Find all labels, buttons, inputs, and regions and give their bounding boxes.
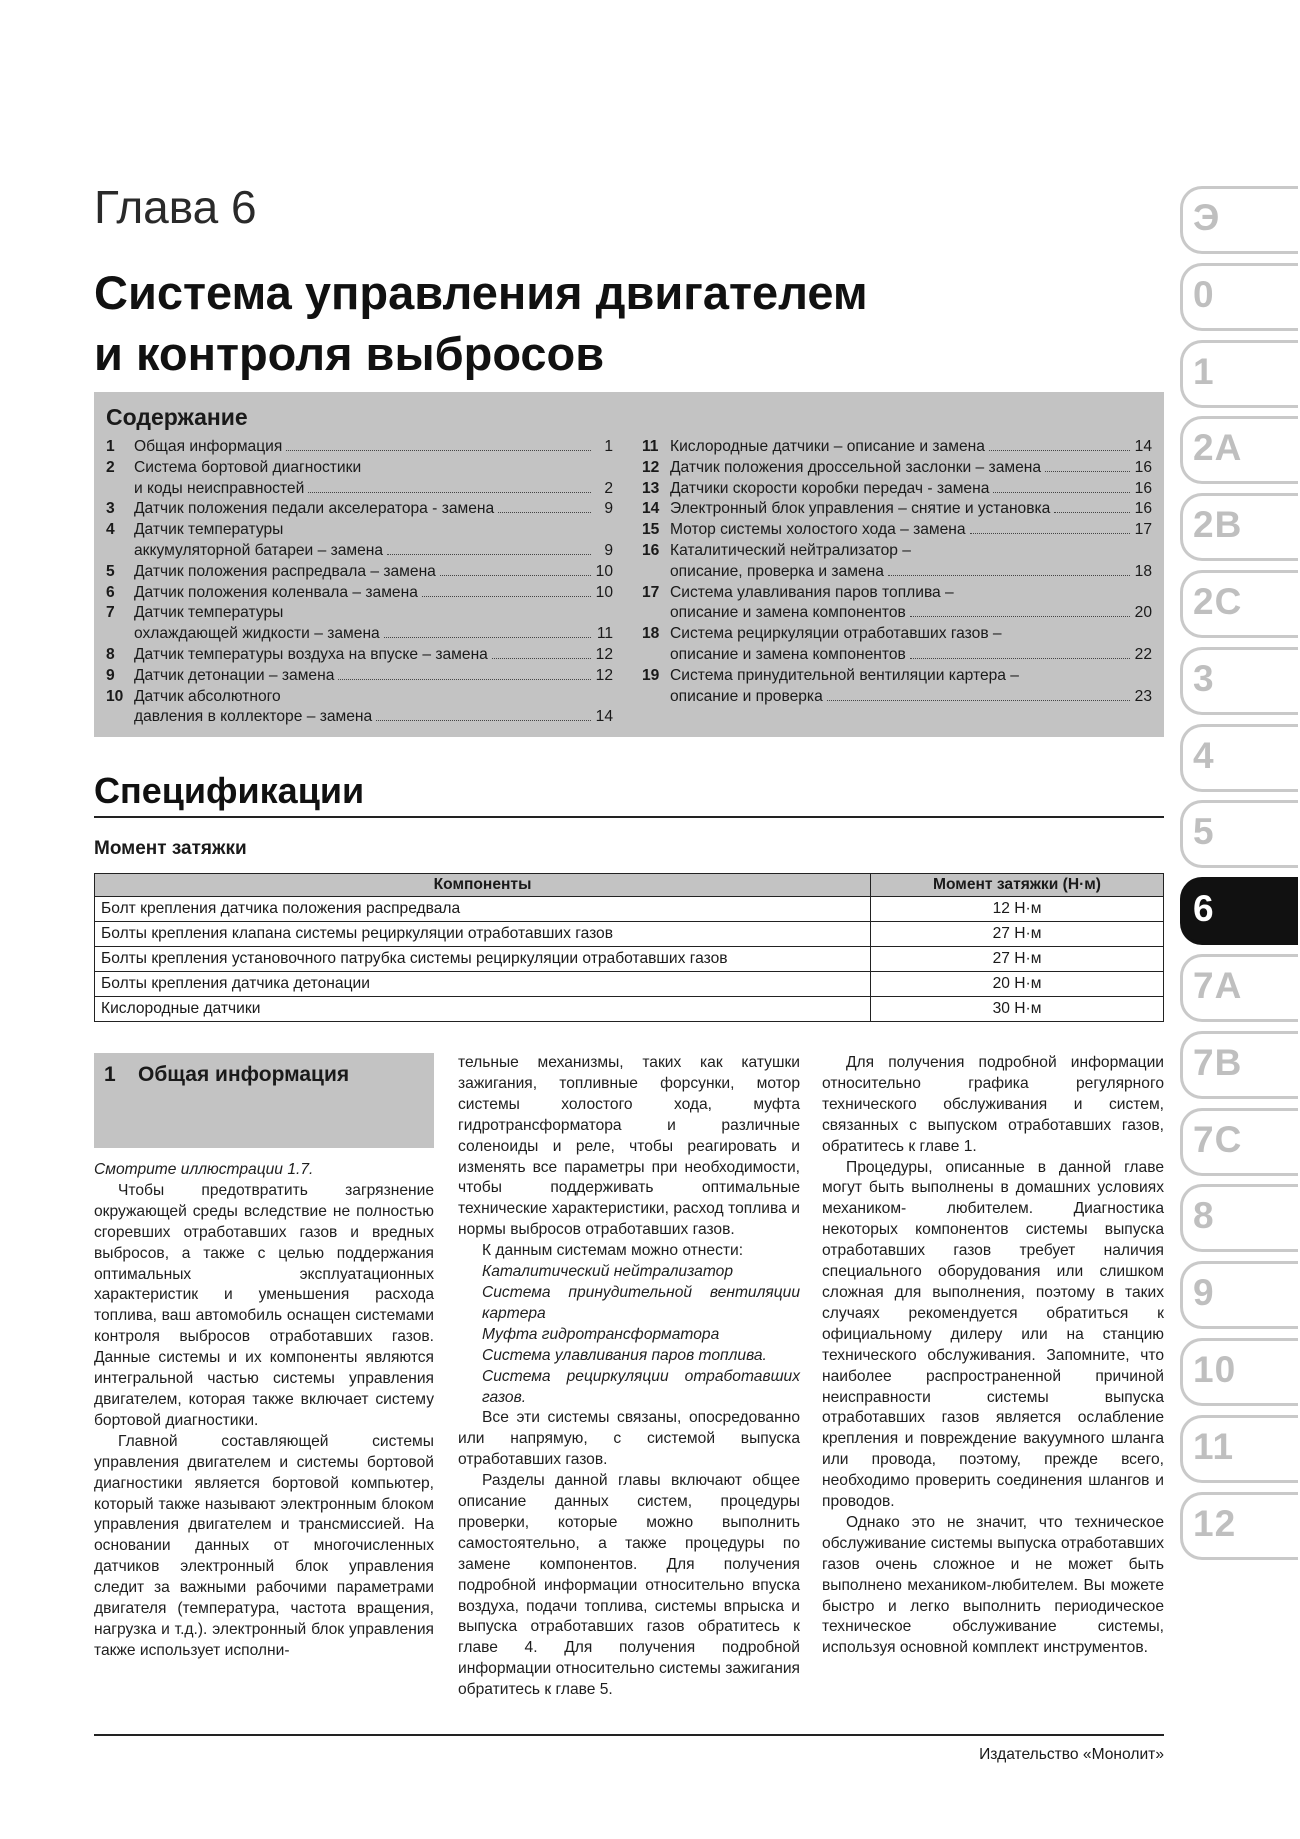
contents-entry-page: 9 [604,500,613,518]
list-item: Система принудительной вентиляции картера [482,1283,800,1322]
contents-entry-title: Каталитический нейтрализатор – [670,541,911,559]
contents-entry-title: Датчик положения дроссельной заслонки – замена [670,458,1042,476]
contents-entry-title: описание и проверка [670,687,823,705]
section-title: Общая информация [138,1063,350,1086]
contents-entry-number: 7 [106,604,115,622]
publisher-name: Издательство «Монолит» [979,1746,1164,1763]
torque-component-cell: Болт крепления датчика положения распредвала [95,897,871,922]
contents-entry-line [642,583,1152,604]
contents-entry-line [106,437,613,458]
contents-entry-title: Датчик температуры [134,604,284,622]
contents-dot-leader [376,708,591,721]
contents-entry-title: Датчик температуры [134,521,284,539]
chapter-tab-4[interactable] [1180,724,1298,792]
chapter-tab-label: 3 [1193,657,1215,699]
contents-entry-line [106,583,613,604]
chapter-tab-0[interactable] [1180,263,1298,331]
contents-entry-number: 18 [642,625,660,643]
contents-entry-page: 12 [595,645,613,663]
contents-entry-line [106,603,613,624]
contents-dot-leader [910,604,1130,617]
contents-entry-page: 16 [1134,458,1152,476]
contents-dot-leader [910,646,1130,659]
chapter-tab-2b[interactable] [1180,493,1298,561]
contents-dot-leader [308,480,591,493]
contents-entry-page: 12 [595,666,613,684]
contents-dot-leader [888,563,1130,576]
contents-entry-title: и коды неисправностей [134,479,305,497]
chapter-tab-label: 2B [1193,504,1243,546]
torque-component-cell: Болты крепления датчика детонации [95,972,871,997]
contents-entry-line [642,666,1152,687]
contents-dot-leader [384,625,591,638]
contents-entry-number: 13 [642,479,660,497]
list-item: Система рециркуляции отработавших газов. [482,1367,800,1406]
table-row [95,972,1164,997]
section-heading-box [94,1053,434,1148]
contents-entry-line [642,687,1152,708]
contents-dot-leader [498,500,591,513]
contents-entry [642,583,1152,625]
contents-entry-title: описание и замена компонентов [670,645,906,663]
contents-entry-page: 16 [1134,500,1152,518]
chapter-tab-7c[interactable] [1180,1108,1298,1176]
contents-entry-title: описание, проверка и замена [670,562,884,580]
contents-entry-line [642,499,1152,520]
contents-entry [106,666,613,687]
body-column-2 [458,1053,800,1701]
contents-dot-leader [970,521,1130,534]
contents-entry-number: 17 [642,583,660,601]
page-title-line1: Система управления двигателем [94,266,868,319]
contents-entry [642,437,1152,458]
contents-entry [106,562,613,583]
torque-value-cell: 27 Н·м [871,947,1164,972]
chapter-tab-7b[interactable] [1180,1031,1298,1099]
contents-entry [642,666,1152,708]
contents-entry-title: Электронный блок управления – снятие и установка [670,500,1051,518]
contents-entry-page: 17 [1134,521,1152,539]
contents-dot-leader [440,563,591,576]
torque-value-cell: 20 Н·м [871,972,1164,997]
torque-value-cell: 27 Н·м [871,922,1164,947]
contents-entry-number: 1 [106,438,115,455]
contents-entry-title: давления в коллекторе – замена [134,708,373,726]
contents-entry-line [642,458,1152,479]
contents-dot-leader [993,480,1130,493]
chapter-tab-6[interactable] [1180,877,1298,945]
contents-entry-page: 16 [1134,479,1152,497]
chapter-tab-label: 8 [1193,1195,1215,1237]
contents-dot-leader [286,438,591,451]
chapter-tab-2c[interactable] [1180,570,1298,638]
contents-dot-leader [1045,459,1130,472]
paragraph: Все эти системы связаны, опосредованно или напрямую, с системой выпуска отработавших газов. [458,1409,800,1469]
contents-dot-leader [492,646,591,659]
torque-heading: Момент затяжки [94,838,247,859]
chapter-tab-label: 9 [1193,1272,1215,1314]
paragraph: Главной составляющей системы управления двигателем и системы бортовой диагностики является бортовой компьютер, который также называют электронным блоком управления двигателем и трансмиссией. На основании данных от многочисленных датчиков электронный блок управления следит за важными рабочими параметрами двигателя (температура, частота вращения, нагрузка и т.д.). электронный блок управления также использует исполни- [94,1432,434,1659]
contents-entry-number: 10 [106,687,124,705]
body-column-3 [822,1053,1164,1659]
contents-column-left [106,437,613,728]
torque-component-cell: Болты крепления установочного патрубка системы рециркуляции отработавших газов [95,947,871,972]
contents-entry-page: 14 [1134,438,1152,455]
list-item: Каталитический нейтрализатор [482,1263,733,1281]
contents-entry-page: 18 [1134,562,1152,580]
contents-entry [642,520,1152,541]
contents-entry-line [642,624,1152,645]
contents-entry-number: 19 [642,666,660,684]
contents-entry [106,458,613,500]
contents-entry-title: Система бортовой диагностики [134,458,362,476]
contents-entry-title: Датчик положения коленвала – замена [134,583,418,601]
contents-entry-number: 8 [106,645,115,663]
contents-entry-title: Датчики скорости коробки передач - замена [670,479,990,497]
contents-entry-title: Датчик положения распредвала – замена [134,562,436,580]
contents-entry-number: 11 [642,438,659,455]
contents-entry-page: 11 [596,625,613,643]
contents-entry-number: 14 [642,500,660,518]
torque-table [94,873,1164,1022]
chapter-tab-label: 5 [1193,811,1215,853]
contents-entry-line [642,541,1152,562]
torque-col-components: Компоненты [95,874,871,897]
chapter-tab-label: 7A [1193,965,1243,1006]
contents-entry-line [642,603,1152,624]
contents-entry-line [642,520,1152,541]
contents-entry-line [106,479,613,500]
chapter-tab-label: 7C [1193,1118,1243,1160]
chapter-tab-label: 7B [1193,1041,1243,1083]
specs-heading: Спецификации [94,770,365,811]
chapter-tab-11[interactable] [1180,1415,1298,1483]
contents-entry-page: 20 [1134,604,1152,622]
torque-value-cell: 12 Н·м [871,897,1164,922]
contents-dot-leader [387,542,591,555]
contents-entry-line [106,541,613,562]
chapter-tab-2a[interactable] [1180,416,1298,484]
chapter-tab-10[interactable] [1180,1338,1298,1406]
contents-entry [642,458,1152,479]
contents-entry-title: Датчик детонации – замена [134,666,335,684]
table-row [95,922,1164,947]
contents-entry-number: 2 [106,458,115,476]
footer-divider [94,1734,1164,1736]
contents-entry-line [106,458,613,479]
contents-dot-leader [1054,500,1130,513]
paragraph: Однако это не значит, что техническое обслуживание системы выпуска отработавших газов очень сложное и не может быть выполнено механиком-любителем. Вы можете быстро и легко выполнить периодическое техническое обслуживание системы, используя основной комплект инструментов. [822,1513,1164,1657]
contents-entry [642,541,1152,583]
contents-entry-page: 2 [604,479,613,497]
contents-entry-line [106,666,613,687]
contents-entry-page: 10 [595,583,613,601]
contents-entry-number: 15 [642,521,660,539]
chapter-tab-8[interactable] [1180,1184,1298,1252]
contents-entry-number: 9 [106,666,115,684]
table-row [95,947,1164,972]
chapter-tab-1[interactable] [1180,340,1298,408]
torque-component-cell: Болты крепления клапана системы рециркуляции отработавших газов [95,922,871,947]
contents-column-right [642,437,1152,707]
contents-entry-page: 22 [1134,645,1152,663]
contents-entry [106,603,613,645]
contents-entry-title: Датчик положения педали акселератора - замена [134,500,495,518]
contents-entry [106,520,613,562]
chapter-tab-9[interactable] [1180,1261,1298,1329]
contents-entry-page: 10 [595,562,613,580]
chapter-tab-label: 0 [1193,273,1215,315]
page-title [94,262,1154,384]
contents-entry-line [642,645,1152,666]
chapter-tab-7a[interactable] [1180,954,1298,1022]
contents-entry [106,583,613,604]
paragraph: тельные механизмы, таких как катушки зажигания, топливные форсунки, мотор системы холостого хода, муфта гидротрансформатора и различные соленоиды и реле, чтобы реагировать и изменять все параметры при необходимости, чтобы поддерживать оптимальные технические характеристики, расход топлива и нормы выбросов отработавших газов. [458,1054,800,1239]
contents-entry-number: 4 [106,521,115,539]
contents-dot-leader [989,438,1130,451]
contents-entry-line [106,562,613,583]
contents-entry-line [106,520,613,541]
paragraph: К данным системам можно отнести: [482,1242,744,1260]
torque-component-cell: Кислородные датчики [95,997,871,1022]
torque-col-value: Момент затяжки (Н·м) [871,874,1164,897]
contents-entry-line [106,499,613,520]
systems-list [458,1262,800,1408]
illustration-reference: Смотрите иллюстрации 1.7. [94,1161,314,1178]
chapter-tab-5[interactable] [1180,800,1298,868]
paragraph: Чтобы предотвратить загрязнение окружающей среды вследствие не полностью сгоревших отработавших газов и вредных выбросов, а также с целью поддержания оптимальных эксплуатационных характеристик и уменьшения расхода топлива, ваш автомобиль оснащен системами контроля выбросов отработавших газов. Данные системы и их компоненты являются интегральной частью системы управления двигателем, которая также включает систему бортовой диагностики. [94,1181,434,1429]
contents-entry [106,687,613,729]
contents-entry-title: Система принудительной вентиляции картера – [670,666,1019,684]
torque-table-header [95,874,1164,897]
paragraph: Для получения подробной информации относительно графика регулярного технического обслуживания и систем, связанных с выпуском отработавших газов, обратитесь к главе 1. [822,1054,1164,1155]
contents-entry-number: 6 [106,583,115,601]
contents-entry-title: Кислородные датчики – описание и замена [670,438,985,455]
contents-entry-line [106,645,613,666]
contents-entry-line [106,687,613,708]
contents-dot-leader [338,667,591,680]
specs-divider [94,816,1164,818]
chapter-tab-label: Э [1193,197,1221,238]
contents-entry-number: 16 [642,541,660,559]
contents-entry-title: Датчик температуры воздуха на впуске – замена [134,645,488,663]
contents-dot-leader [827,688,1130,701]
chapter-tab-label: 10 [1193,1349,1237,1390]
page-title-line2: и контроля выбросов [94,327,605,380]
contents-dot-leader [422,584,591,597]
contents-entry-title: Общая информация [134,438,283,455]
contents-entry-page: 9 [604,541,613,559]
contents-entry [642,479,1152,500]
contents-entry-title: Мотор системы холостого хода – замена [670,521,966,539]
chapter-tab-label: 4 [1193,734,1215,776]
paragraph: Процедуры, описанные в данной главе могут быть выполнены в домашних условиях механиком- любителем. Диагностика некоторых компонентов системы выпуска отработавших газов требует наличия специального оборудования или слишком сложная для выполнения, поэтому в таких случаях рекомендуется обратиться к официальному дилеру или на станцию технического обслуживания. Запомните, что наиболее распространенной причиной неисправности системы выпуска отработавших газов является ослабление крепления и повреждение вакуумного шланга или провода, поэтому, прежде всего, необходимо проверить соединения шлангов и проводов. [822,1158,1164,1511]
contents-entry-title: охлаждающей жидкости – замена [134,625,380,643]
contents-entry [106,437,613,458]
chapter-tab-э[interactable] [1180,186,1298,254]
contents-entry-page: 1 [604,438,613,455]
contents-entry-page: 14 [595,708,613,726]
contents-entry-line [642,479,1152,500]
contents-entry-line [642,562,1152,583]
contents-entry-title: описание и замена компонентов [670,604,906,622]
contents-entry-line [642,437,1152,458]
torque-value-cell: 30 Н·м [871,997,1164,1022]
chapter-label: Глава 6 [94,181,257,233]
contents-entry-number: 5 [106,562,115,580]
contents-entry-line [106,707,613,728]
chapter-tab-label: 11 [1193,1425,1235,1467]
list-item: Муфта гидротрансформатора [482,1325,720,1343]
contents-heading: Содержание [106,404,248,430]
contents-entry-title: Система рециркуляции отработавших газов – [670,625,1002,643]
paragraph: Разделы данной главы включают общее описание данных систем, процедуры проверки, которые можно выполнить самостоятельно, а также процедуры по замене компонентов. Для получения подробной информации относительно впуска воздуха, подачи топлива, системы впрыска и выпуска отработавших газов обратитесь к главе 4. Для получения подробной информации относительно системы зажигания обратитесь к главе 5. [458,1472,800,1699]
contents-entry-number: 12 [642,458,660,476]
table-row [95,997,1164,1022]
section-number: 1 [104,1063,116,1086]
contents-entry-line [106,624,613,645]
chapter-tab-12[interactable] [1180,1492,1298,1560]
contents-entry-page: 23 [1134,687,1152,705]
chapter-tab-label: 2C [1193,581,1243,622]
body-column-1 [94,1160,434,1662]
contents-entry [106,499,613,520]
chapter-tab-label: 12 [1193,1502,1237,1544]
contents-entry-title: Система улавливания паров топлива – [670,583,954,601]
contents-entry-number: 3 [106,500,115,518]
chapter-tab-label: 1 [1193,350,1215,392]
chapter-tab-label: 6 [1193,888,1215,930]
table-row [95,897,1164,922]
chapter-tab-3[interactable] [1180,647,1298,715]
contents-entry [106,645,613,666]
contents-box [94,392,1164,737]
chapter-tab-label: 2A [1193,427,1243,469]
contents-entry-title: Датчик абсолютного [134,687,281,705]
contents-entry [642,499,1152,520]
contents-entry-title: аккумуляторной батареи – замена [134,541,384,559]
contents-entry [642,624,1152,666]
list-item: Система улавливания паров топлива. [482,1346,767,1364]
